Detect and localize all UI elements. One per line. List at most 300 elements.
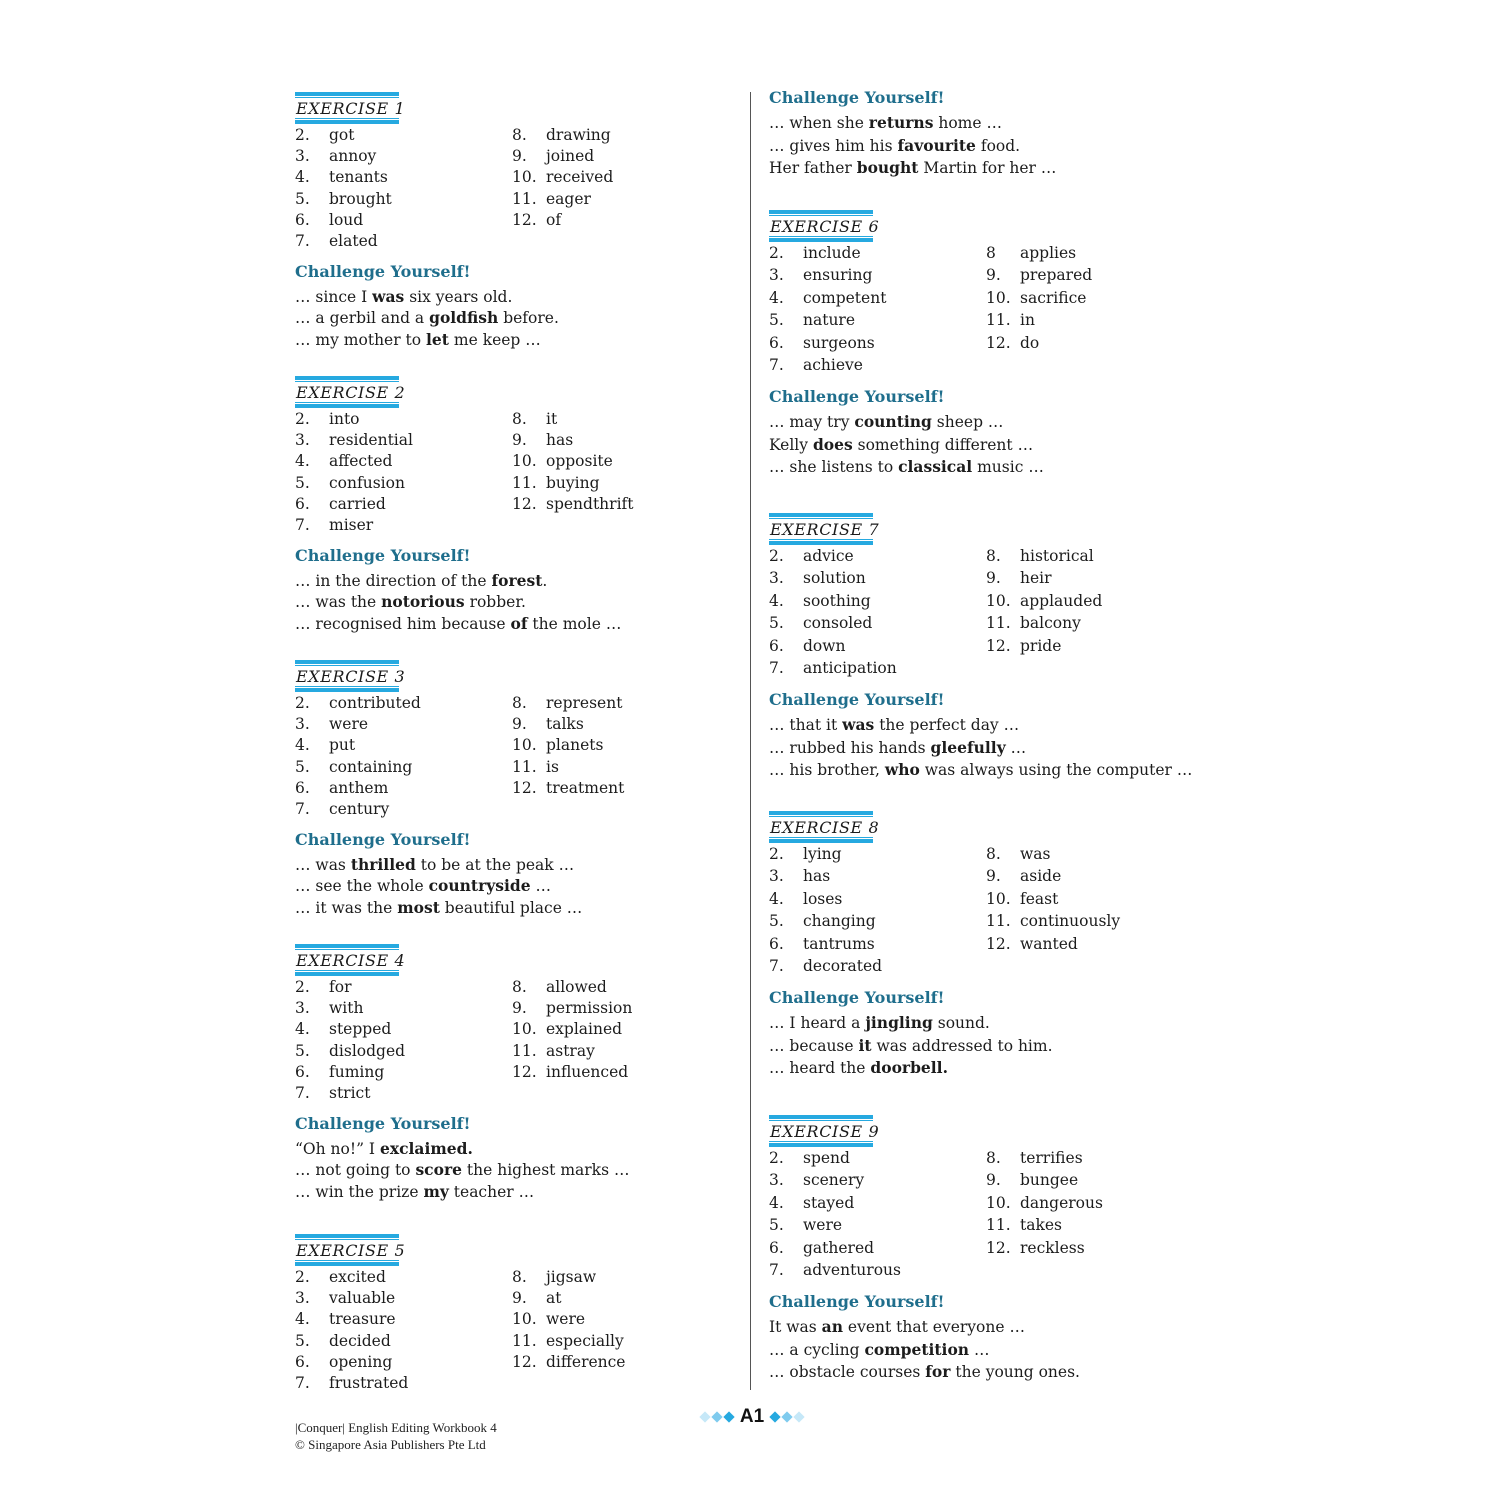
exercise-title: EXERCISE 7 (770, 520, 880, 539)
answer-number: 9. (512, 715, 527, 734)
exercise-title: EXERCISE 3 (296, 667, 406, 686)
heading-rule (295, 402, 399, 403)
answer-word: joined (546, 147, 595, 166)
exercise-section (769, 811, 1209, 1078)
answer-number: 3. (769, 1171, 784, 1190)
challenge-line (295, 1182, 534, 1201)
challenge-line (769, 1036, 1053, 1055)
answer-word: excited (329, 1268, 386, 1286)
answer-word: has (546, 431, 574, 450)
answer-item (512, 494, 634, 515)
answer-word: notorious (381, 592, 465, 612)
answer-word: for (925, 1362, 951, 1382)
challenge-line (295, 614, 621, 633)
answer-item (295, 735, 355, 756)
answer-number: 5. (769, 614, 784, 633)
answer-number: 8. (512, 694, 527, 712)
exercise-section (295, 92, 715, 349)
answer-word: astray (546, 1041, 595, 1060)
exercise-heading (295, 92, 406, 126)
heading-rule (295, 665, 399, 666)
exercise-section (295, 376, 715, 633)
sentence-text: teacher … (448, 1182, 535, 1201)
answer-number: 3. (769, 867, 784, 886)
exercise-section (769, 210, 1209, 477)
answer-number: 3. (769, 266, 784, 285)
heading-rule (295, 118, 399, 119)
answer-number: 6. (295, 210, 310, 229)
heading-rule (295, 660, 399, 664)
heading-rule (295, 120, 399, 124)
answer-number: 5. (295, 189, 310, 208)
answer-item (295, 1373, 408, 1394)
answer-word: down (803, 636, 846, 655)
answer-number: 3. (295, 431, 310, 450)
answer-word: spendthrift (546, 494, 634, 513)
challenge-line (295, 571, 547, 590)
answer-word: buying (546, 473, 600, 492)
answer-item (512, 430, 573, 451)
footer-book-title: |Conquer| English Editing Workbook 4 (295, 1420, 497, 1435)
answer-word: changing (803, 912, 876, 931)
answer-word: at (546, 1289, 562, 1308)
answer-number: 11. (512, 1331, 537, 1350)
answer-word: classical (898, 457, 973, 477)
sentence-text: … may try (769, 413, 855, 432)
heading-rule (295, 404, 399, 408)
answer-number: 10. (512, 1020, 537, 1039)
heading-rule (295, 970, 399, 971)
answer-item (512, 1352, 625, 1373)
sentence-text: … that it (769, 716, 843, 735)
answer-number: 2. (295, 694, 310, 712)
sentence-text: … when she (769, 114, 869, 132)
heading-rule (295, 381, 399, 382)
sentence-text: sound. (932, 1014, 990, 1033)
sentence-text: sheep … (931, 413, 1004, 432)
answer-item (512, 1267, 596, 1288)
answer-item (512, 167, 613, 188)
exercise-heading (295, 1234, 406, 1268)
answer-number: 7. (769, 957, 784, 975)
answer-word: influenced (546, 1062, 629, 1081)
answer-word: reckless (1020, 1238, 1085, 1257)
diamond-icon (711, 1411, 722, 1422)
answer-word: lying (803, 845, 842, 863)
answer-word: treatment (546, 778, 625, 797)
answer-number: 4. (295, 736, 310, 755)
answer-number: 7. (295, 516, 310, 534)
answer-word: prepared (1020, 266, 1093, 285)
challenge-line (769, 715, 1019, 734)
answer-number: 6. (295, 778, 310, 797)
answer-word: received (546, 168, 614, 187)
answer-number: 11. (512, 473, 537, 492)
challenge-line (295, 330, 541, 349)
answer-item (512, 1331, 624, 1352)
answer-number: 7. (769, 659, 784, 677)
answer-number: 10. (512, 168, 537, 187)
heading-rule (295, 1234, 399, 1238)
answer-number: 5. (295, 757, 310, 776)
challenge-line (769, 760, 1192, 779)
answer-item (295, 125, 354, 146)
answer-item (769, 288, 886, 309)
answer-number: 5. (769, 1216, 784, 1235)
answer-item (512, 1288, 561, 1309)
answer-item (295, 778, 388, 799)
answer-word: favourite (897, 135, 976, 155)
heading-rule (295, 686, 399, 687)
answer-item (769, 889, 842, 910)
answer-item (769, 355, 863, 376)
answer-number: 4. (295, 1310, 310, 1329)
heading-rule (295, 376, 399, 380)
answer-number: 2. (769, 547, 784, 565)
answer-number: 5. (295, 473, 310, 492)
exercise-title: EXERCISE 9 (770, 1122, 880, 1141)
sentence-text: … gives him his (769, 136, 898, 155)
answer-word: wanted (1020, 934, 1078, 953)
challenge-line (769, 1058, 948, 1077)
answer-number: 8. (986, 845, 1001, 863)
answer-word: loud (329, 210, 364, 229)
sentence-text: … because (769, 1036, 859, 1055)
sentence-text: Martin for her … (918, 159, 1057, 177)
sentence-text: … see the whole (295, 877, 429, 896)
answer-item (295, 189, 392, 210)
answer-item (769, 1193, 854, 1214)
answer-word: decided (329, 1331, 391, 1350)
answer-number: 12. (986, 636, 1011, 655)
answer-word: most (397, 897, 440, 917)
answer-word: include (803, 244, 861, 262)
challenge-line (769, 158, 1056, 177)
answer-number: 3. (295, 1289, 310, 1308)
answer-item (769, 613, 872, 634)
heading-rule (769, 215, 873, 216)
sentence-text: … not going to (295, 1161, 416, 1180)
answer-word: opening (329, 1352, 393, 1371)
answer-word: an (821, 1317, 843, 1337)
answer-number: 12. (512, 494, 537, 513)
answer-item (295, 1352, 392, 1373)
sentence-text: … was the (295, 593, 382, 612)
sentence-text: It was (769, 1318, 822, 1337)
answer-item (986, 636, 1061, 657)
answer-item (295, 451, 392, 472)
answer-item (295, 1062, 384, 1083)
exercise-title: EXERCISE 4 (296, 951, 406, 970)
answer-word: valuable (329, 1289, 396, 1308)
answer-word: for (329, 978, 352, 996)
sentence-text: … win the prize (295, 1182, 424, 1201)
answer-item (295, 693, 421, 714)
sentence-text: the mole … (527, 614, 622, 633)
answer-item (512, 778, 624, 799)
heading-rule (295, 1239, 399, 1240)
answer-word: adventurous (803, 1261, 901, 1279)
answer-item (512, 1309, 585, 1330)
answer-number: 9. (512, 1289, 527, 1308)
exercise-section (295, 944, 715, 1201)
sentence-text: … rubbed his hands (769, 738, 931, 757)
challenge-line (769, 435, 1033, 454)
answer-word: heir (1020, 569, 1052, 588)
answer-number: 3. (769, 569, 784, 588)
sentence-text: food. (975, 136, 1021, 155)
answer-item (986, 911, 1120, 932)
answer-word: it (546, 410, 558, 428)
answer-number: 11. (986, 1216, 1011, 1235)
answer-word: forest (491, 571, 543, 591)
answer-word: nature (803, 311, 856, 330)
answer-number: 10. (986, 889, 1011, 908)
exercise-title: EXERCISE 8 (770, 818, 880, 837)
answer-item (986, 568, 1052, 589)
exercise-title: EXERCISE 1 (296, 99, 406, 118)
answer-item (295, 977, 351, 998)
answer-item (295, 167, 388, 188)
answer-item (986, 844, 1050, 865)
page-number (692, 1406, 812, 1428)
answer-word: decorated (803, 957, 883, 975)
answer-item (986, 613, 1081, 634)
answer-item (986, 1193, 1103, 1214)
answer-item (769, 1148, 850, 1169)
answer-word: who (884, 760, 920, 780)
answer-word: contributed (329, 694, 421, 712)
answer-item (986, 1148, 1083, 1169)
answer-word: miser (329, 516, 374, 534)
sentence-text: six years old. (404, 288, 513, 307)
answer-item (986, 591, 1102, 612)
answer-word: especially (546, 1331, 624, 1350)
sentence-text: … obstacle courses (769, 1363, 926, 1382)
answer-item (295, 409, 360, 430)
answer-item (986, 889, 1058, 910)
answer-item (512, 146, 594, 167)
answer-item (512, 451, 613, 472)
heading-rule (769, 238, 873, 242)
answer-number: 7. (769, 356, 784, 374)
answer-item (769, 333, 875, 354)
answer-word: drawing (546, 126, 611, 144)
answer-item (512, 735, 603, 756)
sentence-text: … recognised him because (295, 614, 511, 633)
heading-rule (769, 1115, 873, 1119)
challenge-line (295, 1139, 473, 1158)
answer-word: it (858, 1035, 872, 1055)
answer-number: 2. (295, 410, 310, 428)
answer-number: 12. (986, 1238, 1011, 1257)
exercise-section (295, 1234, 715, 1392)
answer-item (986, 866, 1061, 887)
answer-item (512, 1019, 622, 1040)
challenge-title: Challenge Yourself! (295, 1114, 471, 1134)
heading-rule (295, 92, 399, 96)
answer-item (512, 1041, 595, 1062)
exercise-heading (295, 944, 406, 978)
answer-word: of (510, 613, 528, 633)
answer-word: anticipation (803, 659, 897, 677)
heading-rule (295, 944, 399, 948)
heading-rule (769, 210, 873, 214)
sentence-text: … I heard a (769, 1014, 866, 1033)
answer-number: 5. (769, 912, 784, 931)
answer-word: permission (546, 999, 633, 1018)
exercise-heading (769, 513, 880, 547)
answer-item (295, 515, 373, 536)
sentence-text: … my mother to (295, 330, 427, 349)
answer-word: does (812, 434, 853, 454)
answer-number: 7. (295, 1374, 310, 1392)
answer-item (295, 998, 363, 1019)
exercise-title: EXERCISE 2 (296, 383, 406, 402)
answer-word: jingling (865, 1013, 933, 1033)
answer-number: 9. (512, 147, 527, 166)
answer-word: continuously (1020, 912, 1121, 931)
answer-item (769, 636, 846, 657)
answer-number: 7. (295, 1084, 310, 1102)
heading-rule (769, 837, 873, 838)
answer-word: exclaimed. (380, 1139, 473, 1159)
answer-number: 3. (295, 715, 310, 734)
answer-number: 8. (986, 1149, 1001, 1167)
heading-rule (295, 1262, 399, 1266)
answer-word: counting (854, 412, 932, 432)
challenge-line (769, 1362, 1080, 1381)
answer-item (295, 1019, 391, 1040)
answer-number: 6. (769, 636, 784, 655)
answer-word: of (546, 210, 562, 229)
diamond-icon (794, 1411, 805, 1422)
answer-item (295, 714, 368, 735)
answer-number: 11. (512, 1041, 537, 1060)
answer-item (512, 998, 632, 1019)
answer-number: 6. (295, 1062, 310, 1081)
answer-number: 5. (295, 1331, 310, 1350)
answer-item (986, 265, 1092, 286)
sentence-text: Kelly (769, 435, 813, 454)
answer-item (769, 844, 842, 865)
answer-word: planets (546, 736, 604, 755)
answer-item (769, 911, 876, 932)
answer-word: returns (868, 113, 934, 132)
answer-word: represent (546, 694, 623, 712)
sentence-text: beautiful place … (439, 898, 583, 917)
answer-word: countryside (428, 876, 531, 896)
answer-word: were (546, 1310, 586, 1329)
challenge-line (769, 457, 1044, 476)
answer-number: 9. (986, 569, 1001, 588)
answer-item (295, 1267, 386, 1288)
exercise-section (769, 1115, 1209, 1382)
heading-rule (769, 541, 873, 545)
answer-word: jigsaw (546, 1268, 597, 1286)
answer-word: gleefully (930, 737, 1006, 757)
answer-word: is (546, 757, 559, 776)
answer-item (769, 658, 897, 679)
answer-number: 8. (986, 547, 1001, 565)
answer-number: 10. (512, 1310, 537, 1329)
sentence-text: … she listens to (769, 458, 899, 477)
answer-word: elated (329, 232, 378, 250)
answer-number: 10. (512, 452, 537, 471)
answer-item (295, 210, 363, 231)
heading-rule (295, 97, 399, 98)
challenge-title: Challenge Yourself! (769, 88, 945, 107)
answer-word: into (329, 410, 360, 428)
answer-word: gathered (803, 1238, 875, 1257)
exercise-heading (769, 1115, 880, 1149)
sentence-text: … his brother, (769, 761, 885, 780)
sentence-text: to be at the peak … (415, 856, 575, 875)
challenge-title: Challenge Yourself! (295, 262, 471, 282)
answer-word: was (1020, 845, 1051, 863)
sentence-text: . (542, 572, 548, 591)
exercise-section (295, 660, 715, 917)
sentence-text: robber. (464, 593, 526, 612)
answer-word: was (372, 287, 405, 307)
answer-number: 12. (512, 778, 537, 797)
answer-item (769, 310, 855, 331)
heading-rule (769, 839, 873, 843)
answer-item (986, 546, 1094, 567)
sentence-text: event that everyone … (842, 1318, 1025, 1337)
sentence-text: me keep … (448, 330, 541, 349)
heading-rule (769, 811, 873, 815)
answer-item (769, 568, 866, 589)
answer-item (512, 125, 611, 146)
sentence-text: was addressed to him. (871, 1036, 1053, 1055)
heading-rule (295, 949, 399, 950)
answer-item (512, 757, 559, 778)
footer-copyright: © Singapore Asia Publishers Pte Ltd (295, 1437, 486, 1452)
answer-word: tantrums (803, 934, 875, 953)
answer-number: 7. (295, 800, 310, 818)
sentence-text: home … (933, 114, 1002, 132)
answer-number: 4. (769, 288, 784, 307)
answer-number: 5. (769, 311, 784, 330)
answer-item (295, 430, 413, 451)
answer-item (295, 473, 405, 494)
challenge-line (295, 876, 551, 895)
answer-number: 4. (295, 1020, 310, 1039)
answer-item (769, 934, 875, 955)
answer-word: score (415, 1160, 462, 1180)
answer-word: put (329, 736, 356, 755)
answer-word: dangerous (1020, 1193, 1103, 1212)
answer-word: century (329, 800, 390, 818)
answer-word: difference (546, 1352, 626, 1371)
sentence-text: … heard the (769, 1059, 871, 1078)
answer-word: loses (803, 889, 843, 908)
answer-item (295, 1041, 405, 1062)
sentence-text: was always using the computer … (919, 761, 1193, 780)
answer-item (986, 1215, 1062, 1236)
answer-word: residential (329, 431, 413, 450)
diamond-icon (782, 1411, 793, 1422)
answer-item (986, 934, 1078, 955)
sentence-text: the highest marks … (461, 1161, 630, 1180)
answer-word: tenants (329, 168, 388, 187)
answer-word: thrilled (350, 855, 416, 875)
column-divider (750, 92, 751, 1390)
answer-item (512, 714, 584, 735)
answer-word: ensuring (803, 266, 873, 285)
answer-word: were (329, 715, 369, 734)
